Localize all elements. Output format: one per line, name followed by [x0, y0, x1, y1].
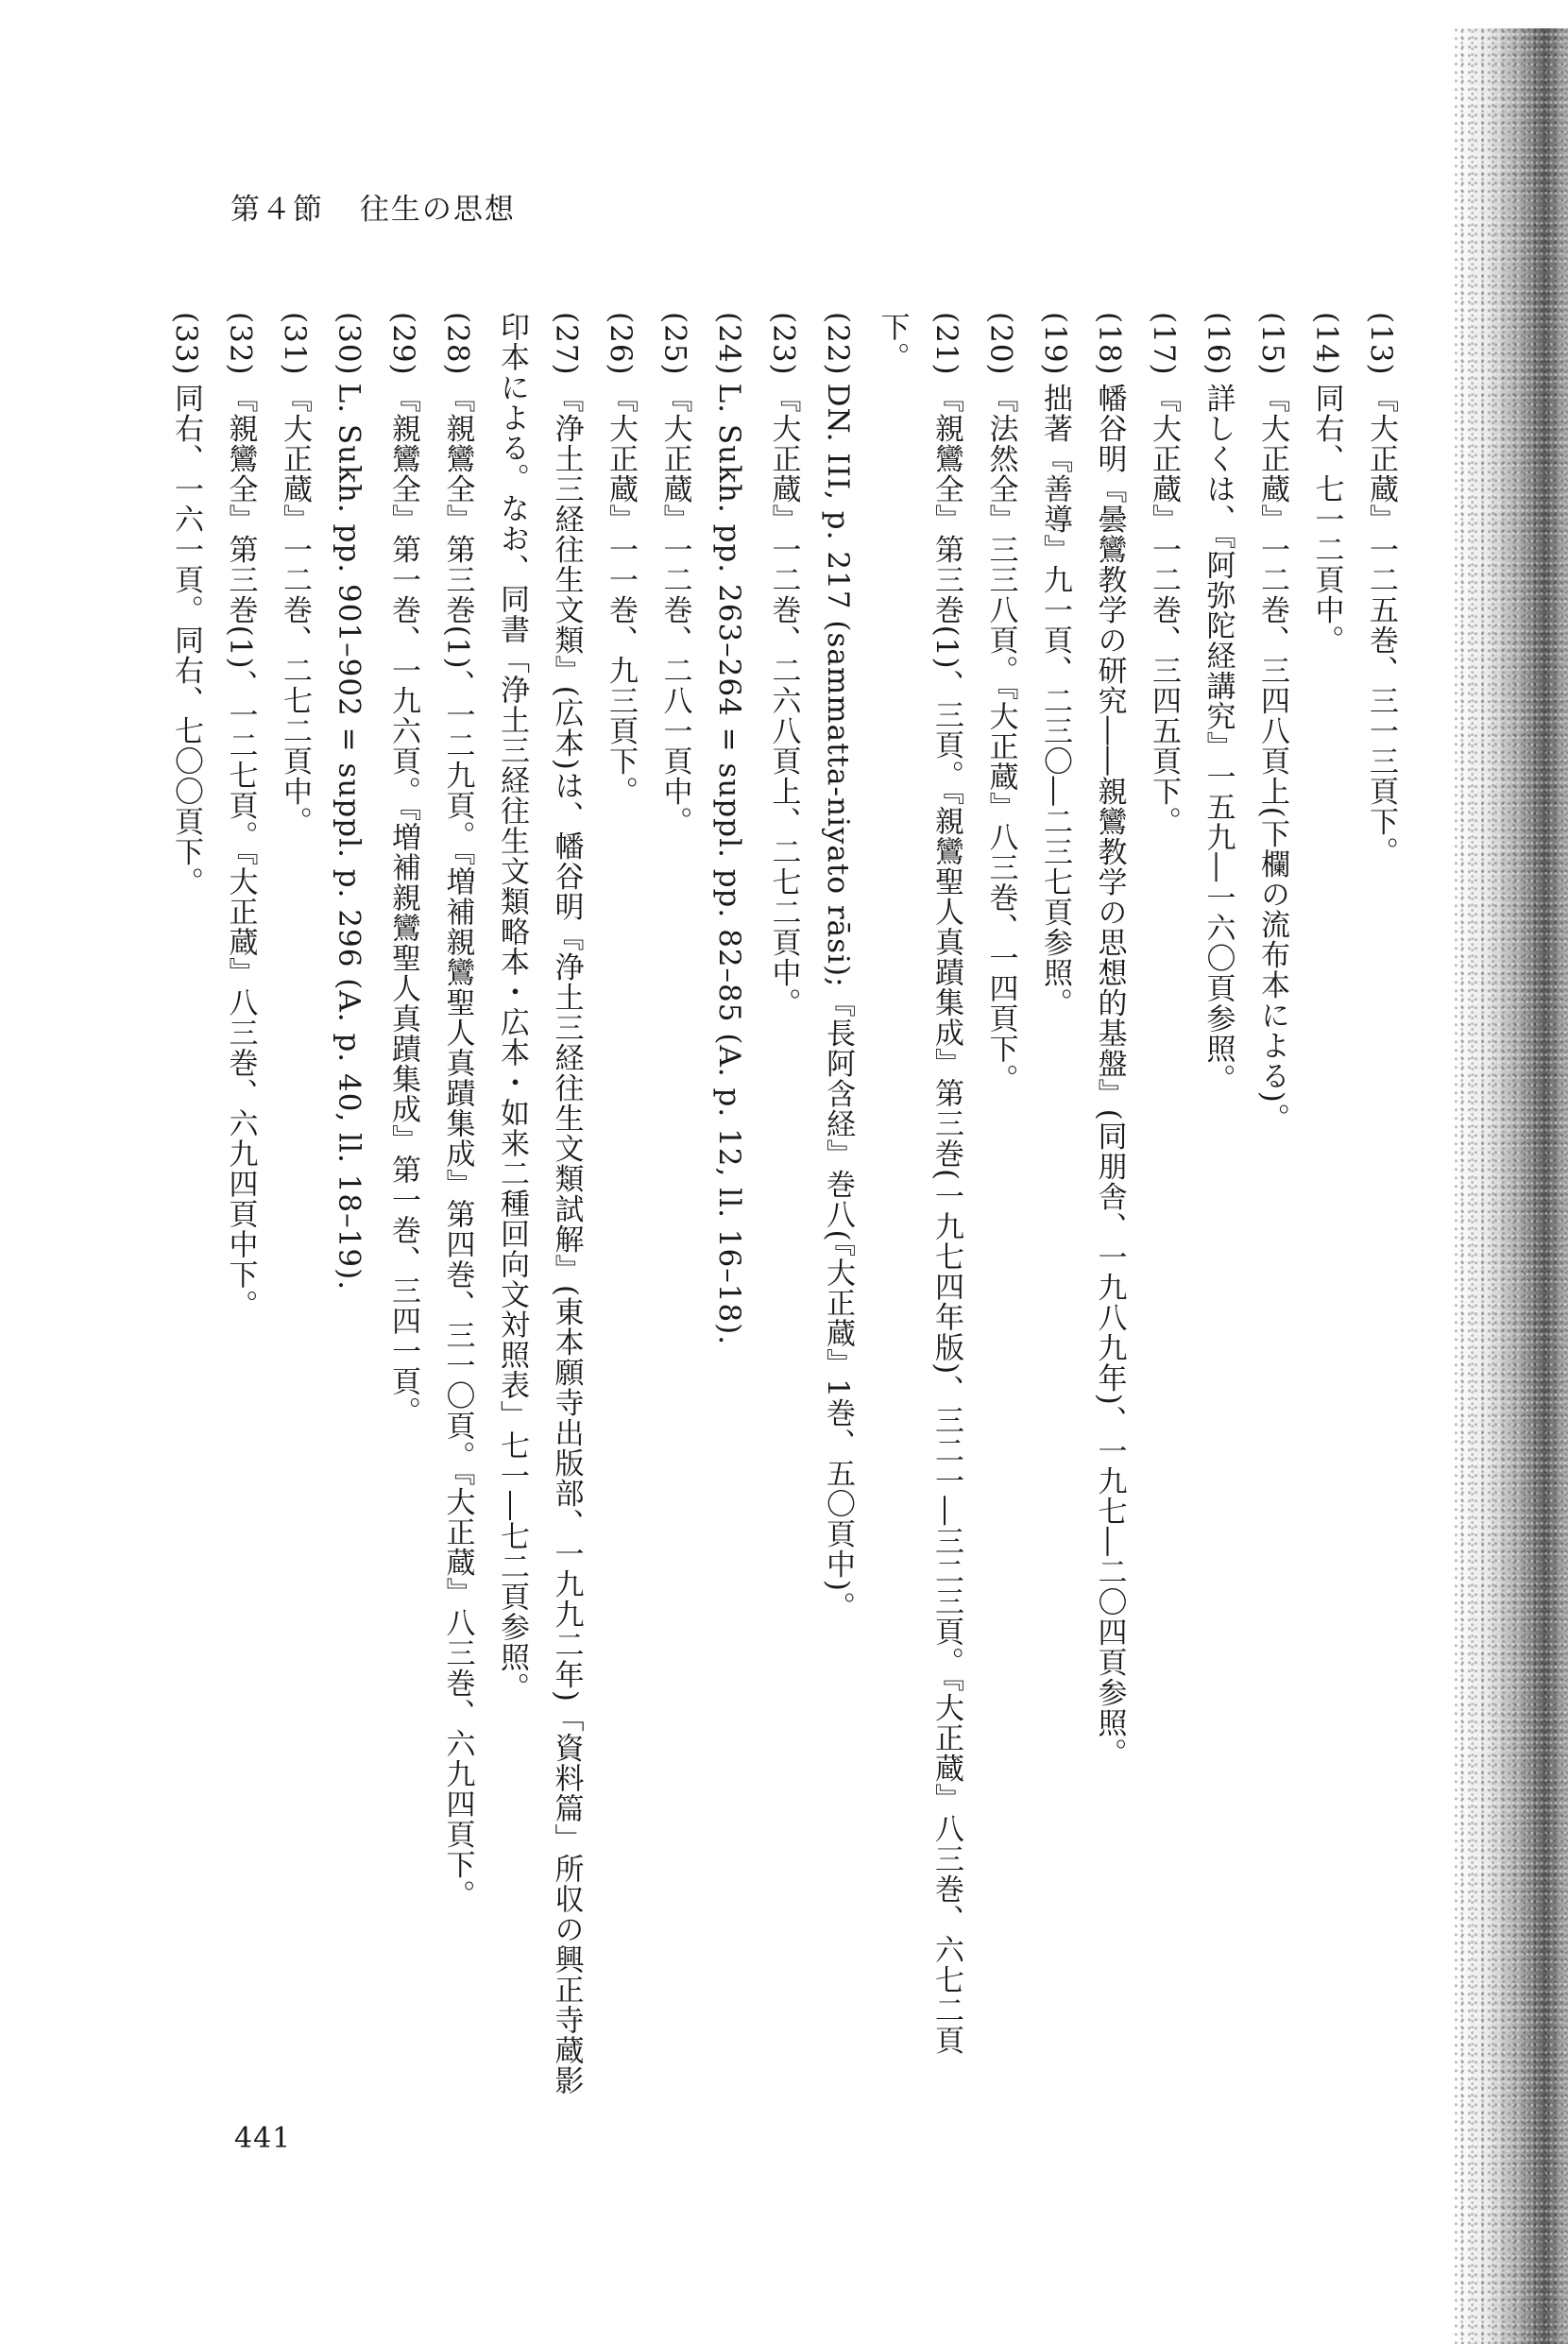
endnote-26 — [593, 312, 648, 2107]
note-text: 『親鸞全』第一巻、一九六頁。『増補親鸞聖人真蹟集成』第一巻、三四一頁。 — [386, 383, 420, 1428]
note-text: 同右、一六一頁。同右、七〇〇頁下。 — [169, 383, 203, 898]
note-number: (32) — [223, 312, 258, 376]
running-head — [230, 185, 516, 228]
endnote-13 — [1354, 312, 1408, 2107]
endnote-15 — [1245, 312, 1300, 2107]
endnote-24 — [702, 312, 757, 2107]
endnote-19 — [1028, 312, 1082, 2107]
note-number: (26) — [604, 312, 638, 376]
note-text: 同右、七一二頁中。 — [1309, 383, 1344, 656]
endnote-28 — [430, 312, 485, 2107]
note-number: (14) — [1309, 312, 1344, 376]
note-number: (31) — [278, 312, 312, 376]
note-number: (19) — [1038, 312, 1072, 376]
endnote-25 — [647, 312, 702, 2107]
note-text: L. Sukh. pp. 263–264 = suppl. pp. 82–85 (A. p. 12, ll. 16–18). — [712, 383, 746, 1346]
note-text: 幡谷明『曇鸞教学の研究――親鸞教学の思想的基盤』(同朋舎、一九八九年)、一九七―二〇四頁参照。 — [1092, 383, 1127, 1769]
note-text: 『大正蔵』一二巻、二七二頁中。 — [278, 383, 312, 837]
endnote-17 — [1136, 312, 1191, 2107]
note-text: L. Sukh. pp. 901–902 = suppl. p. 296 (A. p. 40, ll. 18–19). — [332, 383, 366, 1292]
note-text: 『大正蔵』一一巻、九三頁下。 — [604, 383, 638, 807]
note-text: 『大正蔵』一二巻、三四五頁下。 — [1147, 383, 1181, 837]
page-number: 441 — [234, 2122, 292, 2155]
note-number: (24) — [712, 312, 746, 376]
note-number: (25) — [657, 312, 692, 376]
endnote-16 — [1190, 312, 1245, 2107]
note-number: (13) — [1364, 312, 1398, 376]
note-text: 『大正蔵』一二巻、二六八頁上、二七二頁中。 — [766, 383, 801, 1018]
note-text: DN. III, p. 217 (sammatta-niyato rāsi);『長阿含経』巻八(『大正蔵』1巻、五〇頁中)。 — [821, 383, 855, 1622]
endnote-20 — [973, 312, 1028, 2107]
note-number: (33) — [169, 312, 203, 376]
note-text: 『法然全』三三八頁。『大正蔵』八三巻、一四頁下。 — [983, 383, 1018, 1095]
endnote-22 — [810, 312, 865, 2107]
note-text: 『大正蔵』一二五巻、三一三頁下。 — [1364, 383, 1398, 867]
endnote-31 — [267, 312, 322, 2107]
note-text: 『親鸞全』第三巻(1)、一二七頁。『大正蔵』八三巻、六九四頁中下。 — [223, 383, 258, 1321]
note-number: (20) — [983, 312, 1018, 376]
note-number: (28) — [440, 312, 475, 376]
note-text: 詳しくは、『阿弥陀経講究』一五九―一六〇頁参照。 — [1201, 383, 1236, 1095]
note-number: (18) — [1092, 312, 1127, 376]
note-number: (30) — [332, 312, 366, 376]
note-text: 『浄土三経往生文類』(広本)は、幡谷明『浄土三経往生文類試解』(東本願寺出版部、一九九二年)「資料篇」所収の興正寺蔵影印本による。なお、同書「浄土三経往生文類略本・広本・如来二種回向文対照表」七一―七二頁参照。 — [495, 312, 584, 2096]
endnote-30 — [321, 312, 376, 2107]
note-number: (23) — [766, 312, 801, 376]
note-text: 『大正蔵』一二巻、二八一頁中。 — [657, 383, 692, 837]
note-number: (29) — [386, 312, 420, 376]
endnote-33 — [159, 312, 213, 2107]
section-number: 第４節 — [230, 193, 324, 227]
endnote-27 — [485, 312, 593, 2107]
endnote-23 — [756, 312, 810, 2107]
endnotes-block — [159, 312, 1408, 2107]
note-text: 『親鸞全』第三巻(1)、一二九頁。『増補親鸞聖人真蹟集成』第四巻、三一〇頁。『大正蔵』八三巻、六九四頁下。 — [440, 383, 475, 1910]
note-number: (21) — [929, 312, 963, 376]
note-number: (15) — [1255, 312, 1289, 376]
note-number: (22) — [821, 312, 855, 376]
endnote-14 — [1299, 312, 1354, 2107]
note-text: 拙著『善導』九一頁、二三〇―二三七頁参照。 — [1038, 383, 1072, 1018]
note-number: (17) — [1147, 312, 1181, 376]
scan-edge-speckle — [1455, 28, 1568, 2344]
endnote-32 — [213, 312, 267, 2107]
note-text: 『親鸞全』第三巻(1)、三頁。『親鸞聖人真蹟集成』第三巻(一九七四年版)、三二一―三二三頁。『大正蔵』八三巻、六七二頁下。 — [875, 312, 963, 2056]
endnote-18 — [1082, 312, 1136, 2107]
note-text: 『大正蔵』一二巻、三四八頁上(下欄の流布本による)。 — [1255, 383, 1289, 1134]
section-title: 往生の思想 — [359, 193, 516, 227]
note-number: (16) — [1201, 312, 1236, 376]
endnote-21 — [864, 312, 973, 2107]
note-number: (27) — [549, 312, 584, 376]
endnote-29 — [376, 312, 431, 2107]
